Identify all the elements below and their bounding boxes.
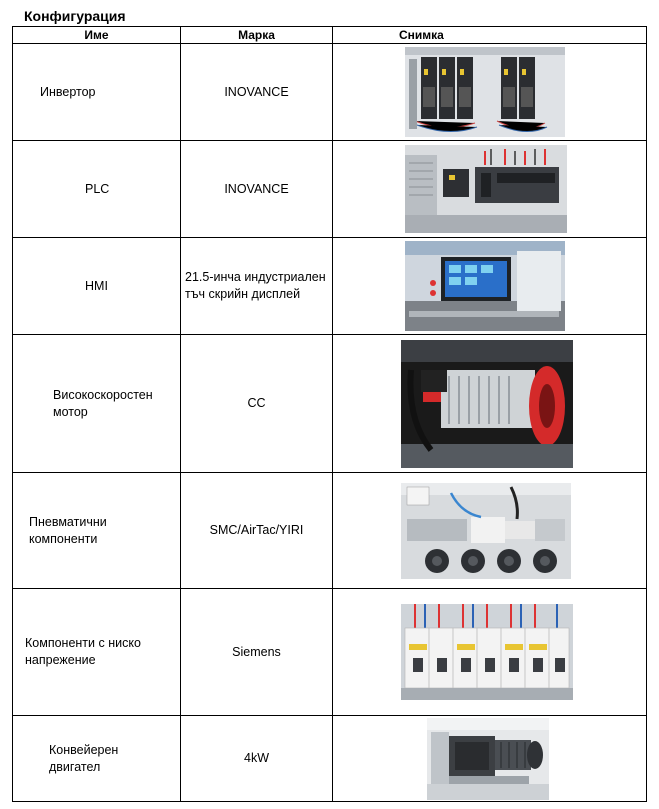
table-row (13, 716, 647, 802)
table-row (13, 238, 647, 335)
pneumatic-photo (401, 483, 571, 579)
configuration-table (12, 26, 647, 802)
row-name: Компоненти с ниско напрежение (25, 636, 141, 667)
row-name: Пневматични компоненти (29, 514, 107, 546)
row-name: PLC (85, 181, 110, 196)
table-row (13, 141, 647, 238)
hmi-photo (405, 241, 565, 331)
row-name-cell (13, 335, 181, 473)
row-name-cell (13, 141, 181, 238)
header-name: Име (13, 27, 181, 44)
row-name: Инвертор (40, 84, 96, 99)
row-brand: INOVANCE (181, 141, 333, 238)
table-header-row (13, 27, 647, 44)
inverter-photo (405, 47, 565, 137)
row-name: Високоскоростен мотор (53, 387, 153, 419)
row-name: Конвейерен двигател (49, 742, 119, 774)
motor-photo (401, 340, 573, 468)
row-name-cell (13, 589, 181, 716)
row-name: HMI (85, 278, 108, 293)
row-photo-cell (333, 44, 647, 141)
table-row (13, 473, 647, 589)
row-photo-cell (333, 589, 647, 716)
row-photo-cell (333, 716, 647, 802)
row-brand: SMC/AirTac/YIRI (181, 473, 333, 589)
page-title: Конфигурация (24, 8, 126, 24)
table-row (13, 44, 647, 141)
row-brand: CC (181, 335, 333, 473)
row-brand: 4kW (181, 716, 333, 802)
row-photo-cell (333, 141, 647, 238)
table-row (13, 589, 647, 716)
row-name-cell (13, 44, 181, 141)
row-brand: INOVANCE (181, 44, 333, 141)
plc-photo (405, 145, 567, 233)
row-photo-cell (333, 473, 647, 589)
row-photo-cell (333, 335, 647, 473)
header-photo: Снимка (333, 27, 647, 44)
table-row (13, 335, 647, 473)
header-brand: Марка (181, 27, 333, 44)
row-brand: Siemens (181, 589, 333, 716)
row-name-cell (13, 716, 181, 802)
row-photo-cell (333, 238, 647, 335)
low-voltage-photo (401, 604, 573, 700)
row-brand: 21.5-инча индустриален тъч скрийн дисплей (181, 238, 333, 335)
row-name-cell (13, 473, 181, 589)
conveyor-motor-photo (427, 718, 549, 800)
row-name-cell (13, 238, 181, 335)
